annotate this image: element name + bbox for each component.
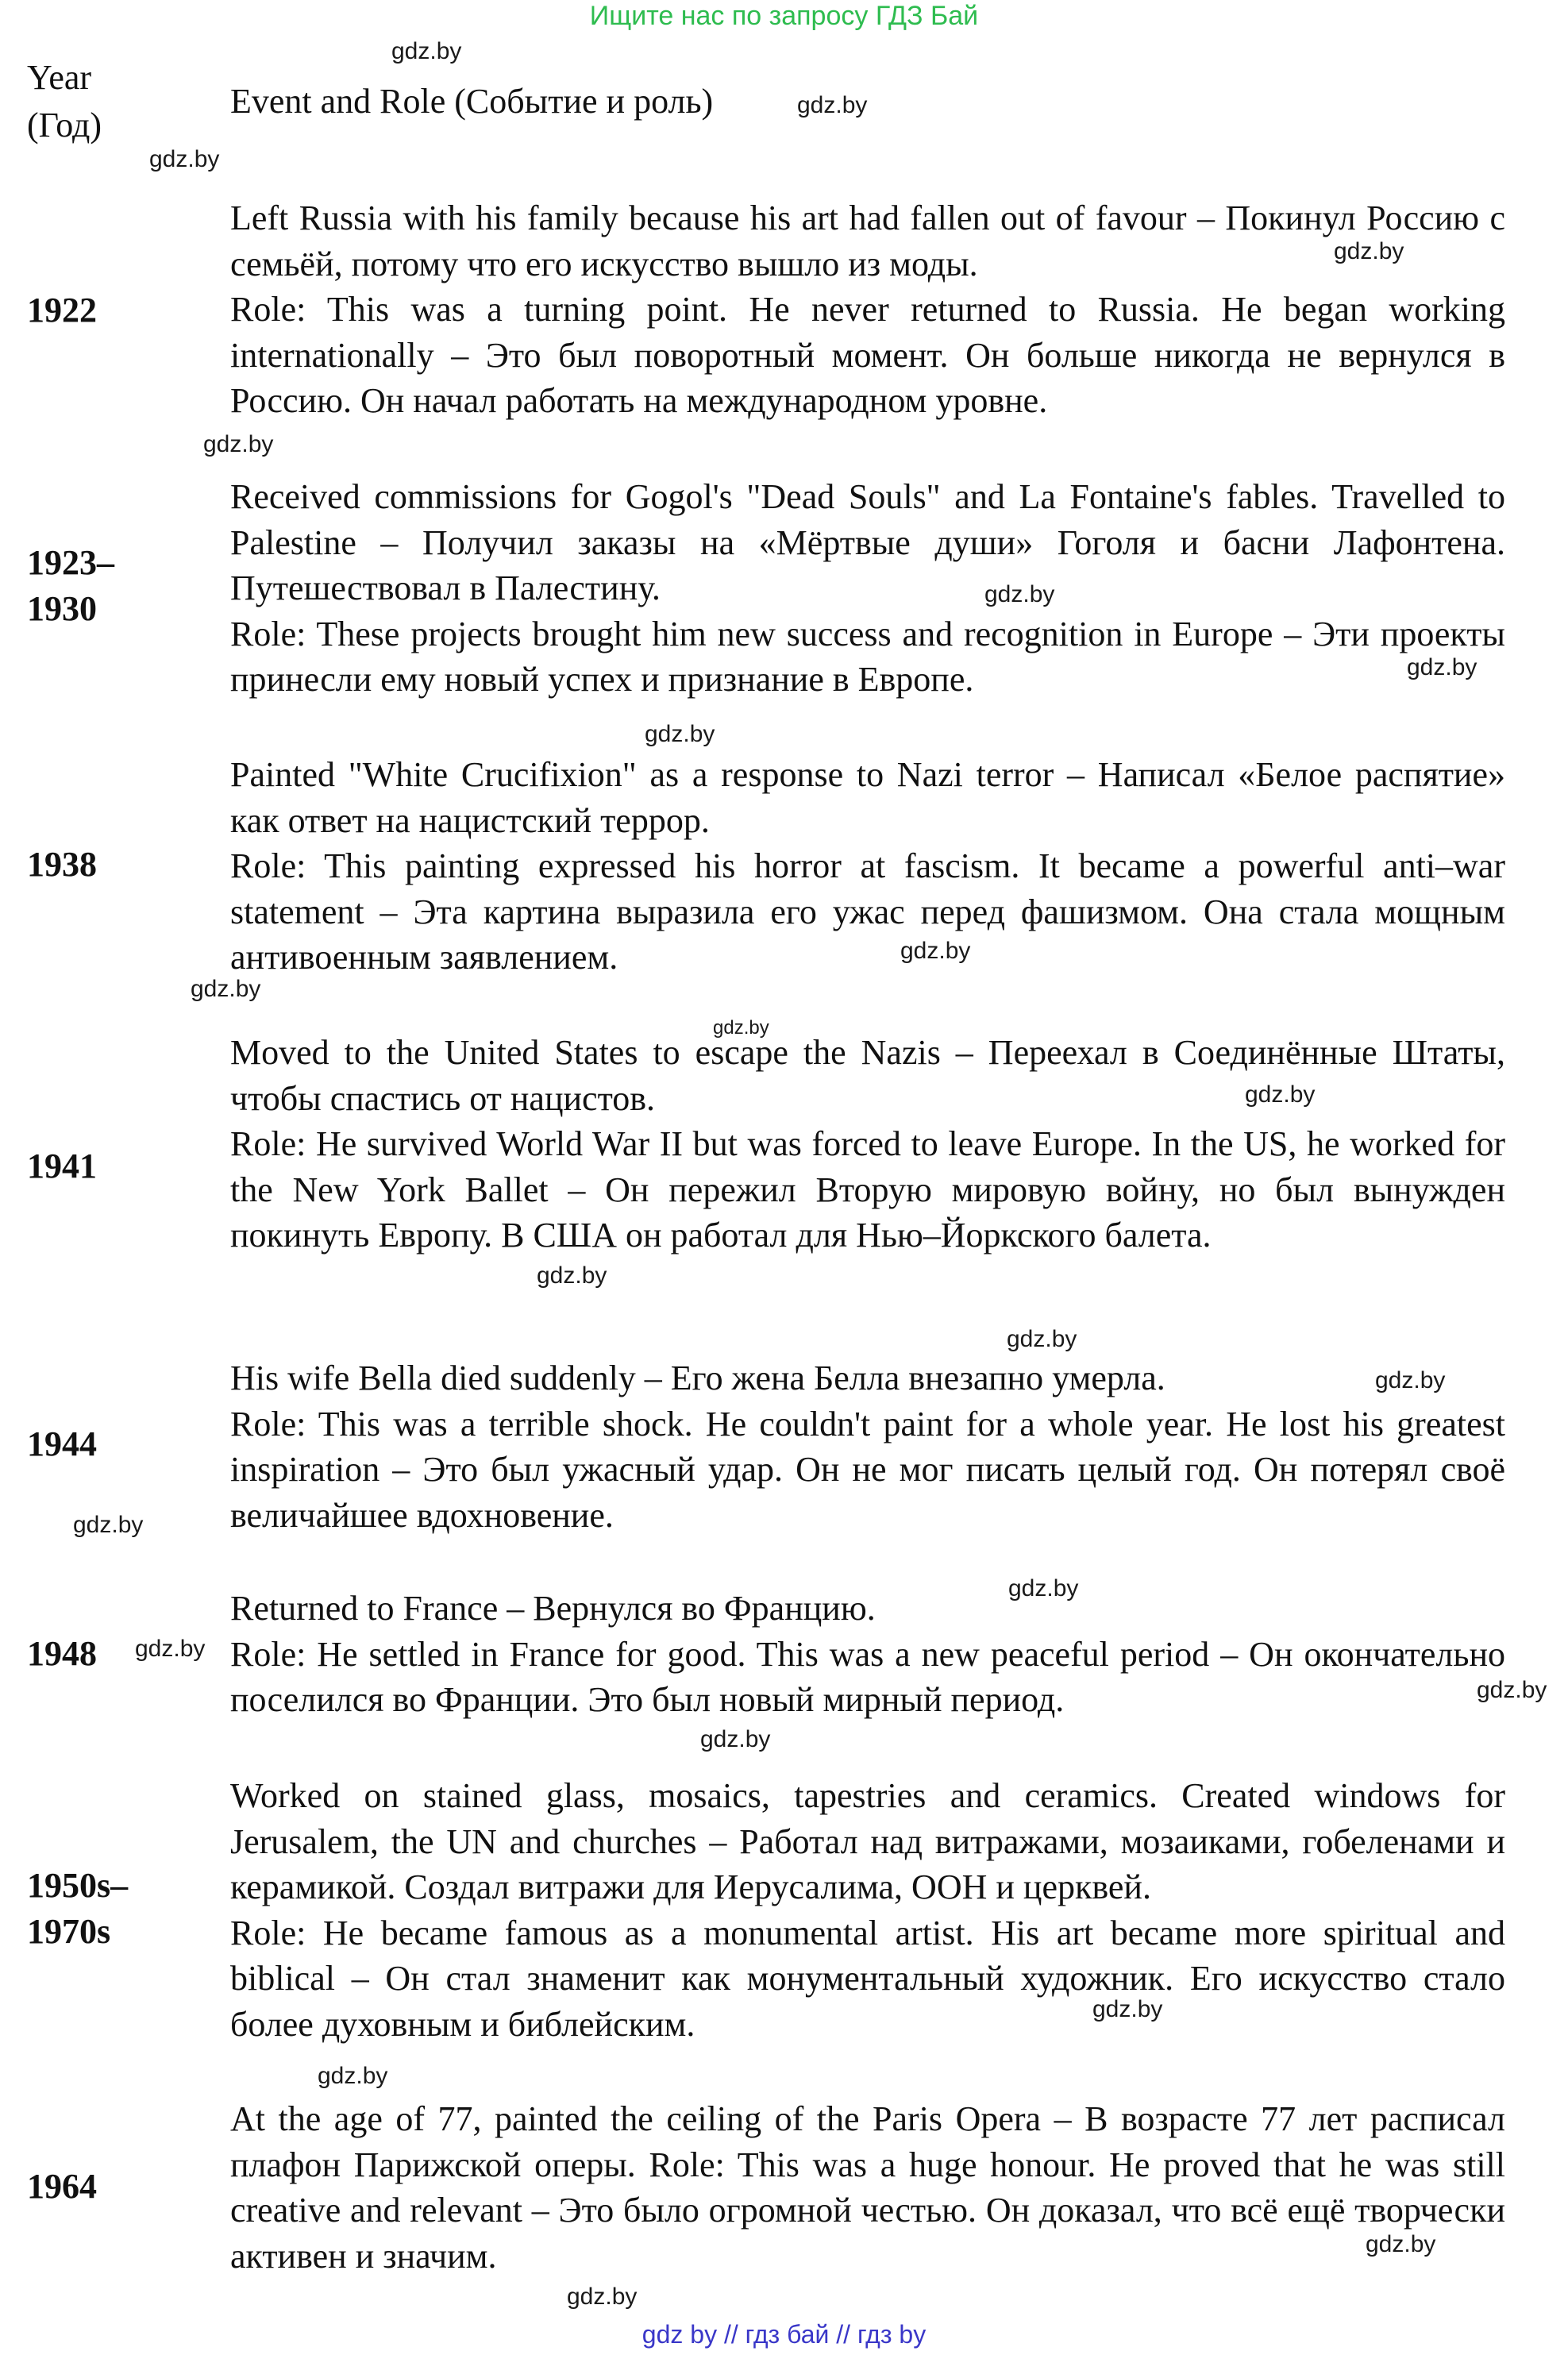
year-line: 1964: [27, 2167, 97, 2206]
role-text: Role: This painting expressed his horror at fascism. It became a powerful anti–war statement – Эта картина выразила его ужас перед фашизмом. Она стала мощным антивоенным заявлением.: [230, 846, 1505, 977]
watermark: gdz.by: [135, 1636, 206, 1662]
role-text: Role: He became famous as a monumental artist. His art became more spiritual and biblical – Он стал знаменит как монументальный художник. Его искусство стало более духовным и библейским.: [230, 1913, 1505, 2044]
event-text: Moved to the United States to escape the Nazis – Переехал в Соединённые Штаты, чтобы спастись от нацистов.: [230, 1033, 1505, 1118]
row-year-1938: [27, 842, 218, 888]
row-year-1944: [27, 1421, 218, 1467]
year-line: 1930: [27, 588, 97, 628]
role-text: Role: These projects brought him new success and recognition in Europe – Эти проекты принесли ему новый успех и признание в Европе.: [230, 614, 1505, 699]
watermark: gdz.by: [984, 581, 1055, 607]
watermark: gdz.by: [391, 38, 462, 64]
row-year-1950s-1970s: [27, 1863, 218, 1954]
role-text: Role: He survived World War II but was forced to leave Europe. In the US, he worked for the New York Ballet – Он пережил Вторую мировую войну, но был вынужден покинуть Европу. В США он работал для Нью–Йоркского балета.: [230, 1124, 1505, 1255]
event-text: Worked on stained glass, mosaics, tapestries and ceramics. Created windows for Jerusalem, the UN and churches – Работал над витражами, мозаиками, гобеленами и керамикой. Создал витражи для Иерусалима, ООН и церквей.: [230, 1776, 1505, 1906]
event-text: Painted "White Crucifixion" as a response to Nazi terror – Написал «Белое распятие» как ответ на нацистский террор.: [230, 755, 1505, 840]
year-line: 1948: [27, 1634, 97, 1673]
year-header-label: Year: [27, 58, 92, 97]
year-line: 1941: [27, 1147, 97, 1185]
year-line: 1938: [27, 845, 97, 884]
row-event-1922: [230, 195, 1505, 424]
watermark: gdz.by: [700, 1726, 771, 1752]
role-text: Role: This was a turning point. He never returned to Russia. He began working internationally – Это был поворотный момент. Он больше никогда не вернулся в Россию. Он начал работать на международном уровне.: [230, 290, 1505, 420]
watermark: gdz.by: [1375, 1367, 1446, 1393]
year-header-label-ru: (Год): [27, 106, 102, 145]
event-column-header: Event and Role (Событие и роль): [230, 82, 714, 121]
year-line: 1923–: [27, 543, 114, 582]
watermark: gdz.by: [203, 431, 274, 457]
watermark: gdz.by: [1092, 1996, 1163, 2022]
watermark: gdz.by: [1334, 238, 1404, 264]
watermark: gdz.by: [1245, 1081, 1316, 1108]
watermark: gdz.by: [191, 976, 261, 1002]
watermark: gdz.by: [1008, 1575, 1079, 1601]
row-event-1948: [230, 1586, 1505, 1723]
row-event-1950s-1970s: [230, 1773, 1505, 2047]
year-line: 1970s: [27, 1911, 111, 1951]
event-text: Left Russia with his family because his art had fallen out of favour – Покинул Россию с семьёй, потому что его искусство вышло из моды.: [230, 198, 1505, 283]
watermark: gdz.by: [645, 721, 715, 747]
row-event-1938: [230, 752, 1505, 981]
watermark: gdz.by: [1007, 1326, 1077, 1352]
row-year-1941: [27, 1143, 218, 1189]
row-event-1941: [230, 1030, 1505, 1258]
watermark: gdz.by: [1477, 1677, 1547, 1703]
event-text: Received commissions for Gogol's "Dead Souls" and La Fontaine's fables. Travelled to Palestine – Получил заказы на «Мёртвые души» Гоголя и басни Лафонтена. Путешествовал в Палестину.: [230, 477, 1505, 607]
watermark: gdz.by: [713, 1017, 769, 1039]
footer-watermark: gdz by // гдз бай // гдз by: [641, 2320, 927, 2349]
watermark: gdz.by: [900, 938, 971, 964]
watermark: gdz.by: [567, 2284, 638, 2310]
role-text: Role: This was a terrible shock. He couldn't paint for a whole year. He lost his greatest inspiration – Это был ужасный удар. Он не мог писать целый год. Он потерял своё величайшее вдохновение.: [230, 1404, 1505, 1535]
row-year-1964: [27, 2164, 218, 2210]
watermark: gdz.by: [73, 1512, 144, 1538]
year-line: 1944: [27, 1424, 97, 1463]
year-column-header: [27, 54, 186, 149]
event-text: At the age of 77, painted the ceiling of the Paris Opera – В возрасте 77 лет расписал плафон Парижской оперы. Role: This was a huge honour. He proved that he was still creative and relevant – Это было огромной честью. Он доказал, что всё ещё творчески активен и значим.: [230, 2099, 1505, 2276]
event-text: Returned to France – Вернулся во Францию.: [230, 1589, 876, 1628]
watermark: gdz.by: [797, 92, 868, 118]
year-line: 1922: [27, 291, 97, 330]
top-banner: Ищите нас по запросу ГДЗ Бай: [589, 1, 979, 31]
row-event-1944: [230, 1355, 1505, 1538]
watermark: gdz.by: [537, 1262, 607, 1289]
row-year-1922: [27, 287, 218, 333]
watermark: gdz.by: [149, 146, 220, 172]
watermark: gdz.by: [1366, 2231, 1436, 2257]
role-text: Role: He settled in France for good. This was a new peaceful period – Он окончательно поселился во Франции. Это был новый мирный период.: [230, 1634, 1505, 1719]
watermark: gdz.by: [318, 2063, 388, 2089]
year-line: 1950s–: [27, 1866, 129, 1905]
row-event-1964: [230, 2096, 1505, 2279]
event-text: His wife Bella died suddenly – Его жена Белла внезапно умерла.: [230, 1359, 1165, 1397]
watermark: gdz.by: [1407, 654, 1477, 680]
row-year-1923-1930: [27, 540, 218, 631]
row-event-1923-1930: [230, 474, 1505, 703]
